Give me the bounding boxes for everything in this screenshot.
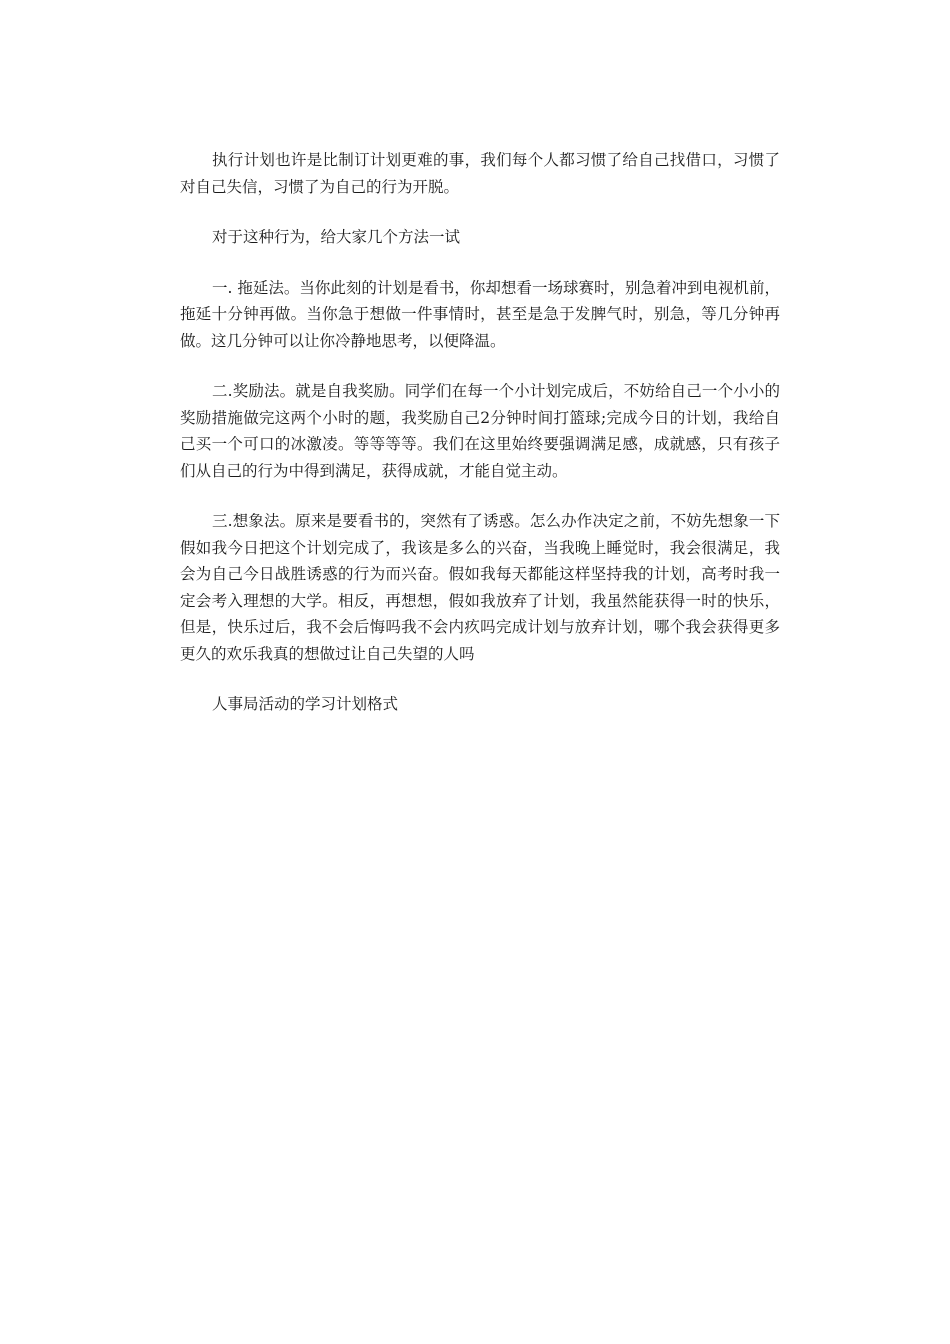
paragraph-intro: 执行计划也许是比制订计划更难的事，我们每个人都习惯了给自己找借口，习惯了对自己失信，习惯了为自己的行为开脱。 [180, 151, 780, 196]
paragraph-delay-method: 一. 拖延法。当你此刻的计划是看书，你却想看一场球赛时，别急着冲到电视机前，拖延十分钟再做。当你急于想做一件事情时，甚至是急于发脾气时，别急，等几分钟再做。这几分钟可以让你冷静地思考，以便降温。 [180, 278, 780, 350]
paragraph-imagine-method: 三.想象法。原来是要看书的，突然有了诱惑。怎么办作决定之前，不妨先想象一下假如我今日把这个计划完成了，我该是多么的兴奋，当我晚上睡觉时，我会很满足，我会为自己今日战胜诱惑的行为而兴奋。假如我每天都能这样坚持我的计划，高考时我一定会考入理想的大学。相反，再想想，假如我放弃了计划，我虽然能获得一时的快乐，但是，快乐过后，我不会后悔吗我不会内疚吗完成计划与放弃计划，哪个我会获得更多更久的欢乐我真的想做过让自己失望的人吗 [180, 512, 780, 663]
paragraph-reward-method: 二.奖励法。就是自我奖励。同学们在每一个小计划完成后，不妨给自己一个小小的奖励措施做完这两个小时的题，我奖励自己2分钟时间打篮球;完成今日的计划，我给自己买一个可口的冰激凌。等等等等。我们在这里始终要强调满足感，成就感，只有孩子们从自己的行为中得到满足，获得成就，才能自觉主动。 [180, 382, 780, 480]
paragraph-methods-lead: 对于这种行为，给大家几个方法一试 [212, 228, 461, 246]
paragraph-section-title: 人事局活动的学习计划格式 [212, 695, 399, 713]
document-body [180, 147, 780, 742]
